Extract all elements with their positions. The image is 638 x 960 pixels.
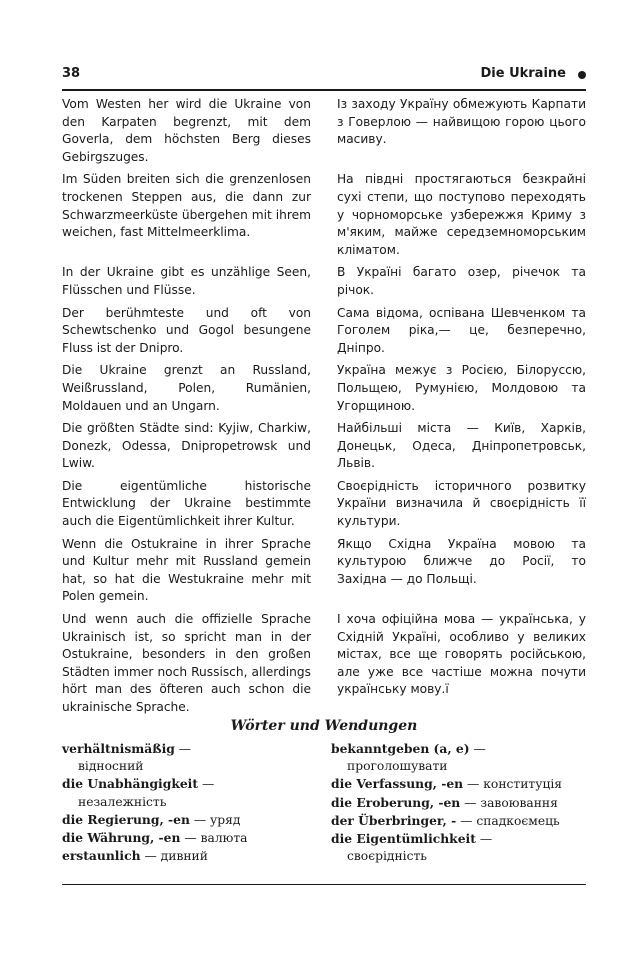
vocab-entry bbox=[62, 811, 324, 829]
vocab-translation: спадкоємець bbox=[476, 813, 560, 828]
german-paragraph: Und wenn auch die offizielle Sprache Ukrainisch ist, so spricht man in der Ostukraine, besonders in den großen Städten immer noch Russisch, allerdings hört man des öfteren auch schon die ukrainische Sprache. bbox=[62, 612, 311, 714]
vocab-column-right bbox=[331, 740, 586, 865]
vocab-entry bbox=[62, 740, 324, 775]
page-header bbox=[62, 64, 586, 88]
ukrainian-paragraph: І хоча офіційна мова — українська, у Східній Україні, особливо у великих містах, все ще говорять російською, але уже все частіше можна почути українську мову.ї bbox=[337, 612, 586, 697]
vocab-entry bbox=[331, 794, 586, 812]
vocab-dash: — bbox=[473, 742, 486, 756]
german-paragraph: Wenn die Ostukraine in ihrer Sprache und Kultur mehr mit Russland gemein hat, so hat die Westukraine mehr mit Polen gemein. bbox=[62, 536, 311, 604]
vocab-term: die Regierung, -en bbox=[62, 811, 190, 827]
vocab-dash: — bbox=[178, 742, 192, 756]
vocab-entry bbox=[331, 812, 586, 830]
ukrainian-paragraph: Україна межує з Росією, Білоруссю, Польщею, Румунією, Молдовою та Угорщиною. bbox=[337, 363, 586, 413]
vocab-translation: проголошувати bbox=[347, 759, 448, 774]
german-paragraph: In der Ukraine gibt es unzählige Seen, Flüsschen und Flüsse. bbox=[62, 265, 311, 297]
german-paragraph: Die eigentümliche historische Entwicklung der Ukraine bestimmte auch die Eigentümlichkeit ihrer Kultur. bbox=[62, 478, 311, 529]
german-paragraph: Im Süden breiten sich die grenzenlosen trockenen Steppen aus, die dann zur Schwarzmeerküste übergehen mit ihrem weichen, fast Mittelmeerklima. bbox=[62, 172, 311, 240]
vocab-entry bbox=[331, 775, 586, 793]
vocab-translation: дивний bbox=[160, 849, 208, 864]
ukrainian-paragraph: В Україні багато озер, річечок та річок. bbox=[337, 265, 586, 297]
vocab-translation: уряд bbox=[210, 812, 241, 827]
ukrainian-paragraph: Із заходу Україну обмежують Карпати з Говерлою — найвищою горою цього масиву. bbox=[337, 97, 586, 147]
text-row bbox=[62, 264, 586, 299]
ukrainian-paragraph: Своєрідність історичного розвитку України визначила й своєрідність її культури. bbox=[337, 478, 586, 529]
header-rule bbox=[62, 89, 586, 91]
vocab-entry bbox=[62, 829, 324, 847]
vocab-term: die Unabhängigkeit bbox=[62, 776, 199, 792]
text-row bbox=[62, 171, 586, 259]
vocab-dash: — bbox=[184, 831, 197, 846]
vocab-list bbox=[62, 740, 586, 865]
vocab-entry bbox=[62, 775, 324, 810]
running-title: Die Ukraine bbox=[480, 66, 566, 81]
ukrainian-paragraph: Якщо Східна Україна мовою та культурою ближче до Росії, то Західна — до Польщі. bbox=[337, 536, 586, 586]
text-row bbox=[62, 420, 586, 473]
vocab-dash: — bbox=[479, 832, 493, 847]
text-row bbox=[62, 362, 586, 415]
vocab-entry bbox=[331, 830, 586, 865]
vocab-translation: своєрідність bbox=[347, 849, 427, 864]
vocab-translation: валюта bbox=[200, 831, 248, 846]
vocab-translation: незалежність bbox=[78, 794, 167, 809]
vocab-dash: — bbox=[201, 777, 215, 792]
german-paragraph: Die Ukraine grenzt an Russland, Weißrussland, Polen, Rumänien, Moldauen und an Ungarn. bbox=[62, 363, 311, 413]
vocab-dash: — bbox=[464, 795, 477, 810]
vocab-dash: — bbox=[460, 813, 473, 828]
vocab-title: Wörter und Wendungen bbox=[230, 718, 418, 734]
german-paragraph: Vom Westen her wird die Ukraine von den Karpaten begrenzt, mit dem Goverla, dem höchsten Berg dieses Gebirgszuges. bbox=[62, 97, 311, 164]
ukrainian-paragraph: Сама відома, оспівана Шевченком та Гоголем ріка,— це, безперечно, Дніпро. bbox=[337, 305, 586, 355]
vocab-column-left bbox=[62, 740, 324, 865]
vocab-entry bbox=[331, 740, 586, 775]
vocab-dash: — bbox=[193, 812, 207, 827]
vocab-translation: конституція bbox=[483, 777, 563, 792]
ukrainian-paragraph: Найбільші міста — Київ, Харків, Донецьк, Одеса, Дніпропетровськ, Львів. bbox=[337, 421, 586, 471]
parallel-text bbox=[62, 96, 586, 722]
ukrainian-paragraph: На півдні простягаються безкрайні сухі степи, що поступово переходять у чорноморське узбережжя Криму з м'яким, майже середземноморським кліматом. bbox=[337, 172, 586, 257]
bottom-rule bbox=[62, 884, 586, 885]
vocab-entry bbox=[62, 847, 324, 865]
vocab-dash: — bbox=[467, 777, 480, 792]
text-row bbox=[62, 478, 586, 531]
vocab-term: bekanntgeben (a, e) bbox=[331, 741, 470, 756]
german-paragraph: Die größten Städte sind: Kyjiw, Charkiw, Donezk, Odessa, Dnipropetrowsk und Lwiw. bbox=[62, 421, 311, 471]
vocab-term: die Währung, -en bbox=[62, 830, 181, 846]
vocab-translation: відносний bbox=[78, 759, 144, 774]
page-number: 38 bbox=[62, 66, 81, 81]
vocab-term: verhältnismäßig bbox=[62, 741, 175, 756]
text-row bbox=[62, 536, 586, 606]
vocab-term: die Eigentümlichkeit bbox=[331, 831, 476, 847]
bullet-icon bbox=[578, 71, 586, 79]
vocab-translation: завоювання bbox=[480, 795, 558, 810]
text-row bbox=[62, 305, 586, 358]
vocab-dash: — bbox=[144, 849, 157, 864]
vocab-term: erstaunlich bbox=[62, 848, 141, 864]
german-paragraph: Der berühmteste und oft von Schewtschenko und Gogol besungene Fluss ist der Dnipro. bbox=[62, 305, 311, 355]
text-row bbox=[62, 96, 586, 166]
vocab-term: die Verfassung, -en bbox=[331, 776, 464, 792]
text-row bbox=[62, 611, 586, 717]
vocab-term: die Eroberung, -en bbox=[331, 794, 461, 810]
vocab-term: der Überbringer, - bbox=[331, 812, 457, 828]
